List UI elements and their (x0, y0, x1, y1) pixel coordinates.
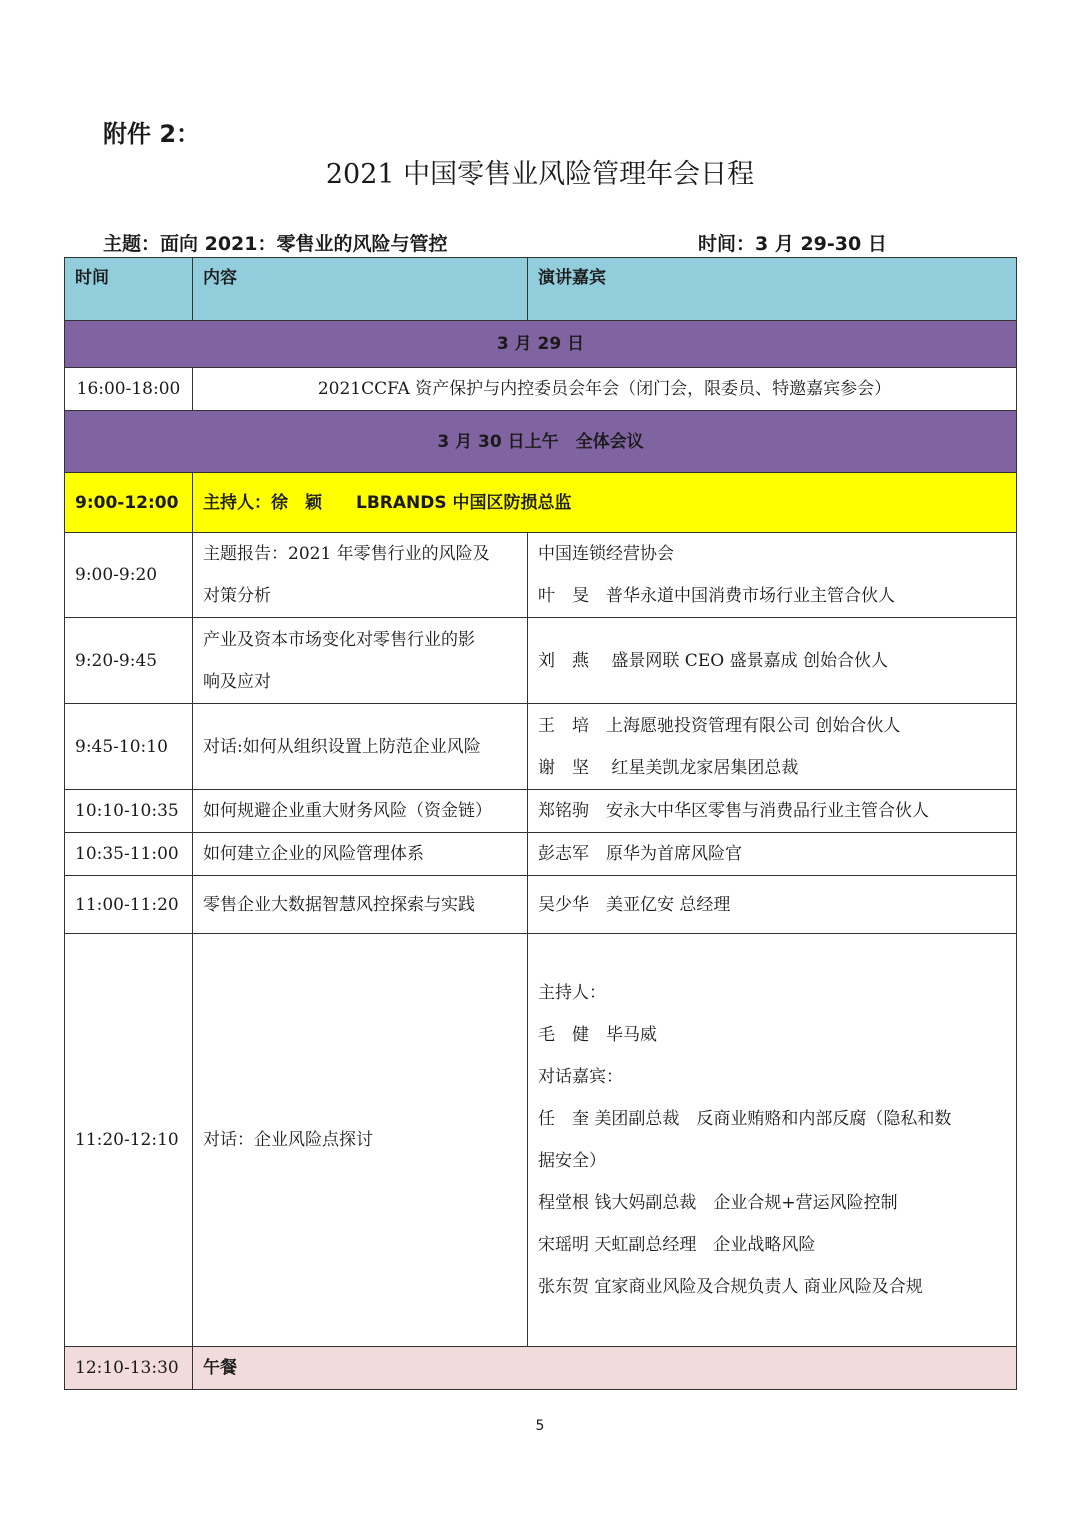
speaker-line: 毛 健 毕马威 (538, 1025, 657, 1045)
day2-label: 3 月 30 日上午 全体会议 (65, 411, 1017, 473)
row-speakers (528, 704, 1017, 790)
table-row (65, 833, 1017, 876)
attachment-label: 附件 2： (103, 120, 201, 148)
row-speakers (528, 533, 1017, 618)
row-time: 9:45-10:10 (65, 704, 193, 790)
row-time: 11:00-11:20 (65, 876, 193, 934)
content-line: 零售企业大数据智慧风控探索与实践 (203, 894, 475, 915)
day1-label: 3 月 29 日 (65, 321, 1017, 368)
row-time: 9:00-9:20 (65, 533, 193, 618)
table-row (65, 876, 1017, 934)
schedule-table (64, 257, 1017, 1390)
host-row (65, 473, 1017, 533)
speaker-line: 叶 旻 普华永道中国消费市场行业主管合伙人 (538, 586, 895, 606)
speaker-line: 彭志军 原华为首席风险官 (538, 844, 742, 864)
row-time: 16:00-18:00 (65, 368, 193, 411)
content-line: 主题报告：2021 年零售行业的风险及 (203, 544, 490, 564)
row-content (193, 704, 528, 790)
speaker-line: 据安全） (538, 1151, 606, 1171)
row-content: 主持人：徐 颖 LBRANDS 中国区防损总监 (193, 473, 1017, 533)
row-content: 2021CCFA 资产保护与内控委员会年会（闭门会，限委员、特邀嘉宾参会） (193, 368, 1017, 411)
header-speakers: 演讲嘉宾 (528, 258, 1017, 321)
speaker-line: 郑铭驹 安永大中华区零售与消费品行业主管合伙人 (538, 801, 929, 821)
speaker-line: 刘 燕 盛景网联 CEO 盛景嘉成 创始合伙人 (538, 650, 888, 671)
row-content: 午餐 (193, 1347, 1017, 1390)
table-row (65, 790, 1017, 833)
row-speakers (528, 876, 1017, 934)
day-row (65, 411, 1017, 473)
content-line: 对策分析 (203, 586, 271, 606)
speaker-line: 谢 坚 红星美凯龙家居集团总裁 (538, 757, 799, 778)
speaker-line: 对话嘉宾： (538, 1067, 623, 1087)
row-speakers (528, 618, 1017, 704)
page-title: 2021 中国零售业风险管理年会日程 (325, 159, 755, 190)
header-content: 内容 (193, 258, 528, 321)
table-header-row (65, 258, 1017, 321)
content-line: 产业及资本市场变化对零售行业的影 (203, 629, 475, 650)
speaker-line: 吴少华 美亚亿安 总经理 (538, 894, 731, 915)
speaker-line: 主持人： (538, 983, 606, 1003)
day-row (65, 321, 1017, 368)
row-content (193, 790, 528, 833)
page-number: 5 (535, 1418, 545, 1434)
header-time: 时间 (65, 258, 193, 321)
theme-text: 主题：面向 2021：零售业的风险与管控 (103, 233, 448, 255)
row-content (193, 876, 528, 934)
row-time: 10:10-10:35 (65, 790, 193, 833)
row-time: 9:00-12:00 (65, 473, 193, 533)
speaker-line: 张东贺 宜家商业风险及合规负责人 商业风险及合规 (538, 1277, 923, 1297)
content-line: 对话：企业风险点探讨 (203, 1130, 373, 1150)
content-line: 响及应对 (203, 671, 271, 692)
table-row (65, 704, 1017, 790)
row-time: 9:20-9:45 (65, 618, 193, 704)
table-row (65, 533, 1017, 618)
speaker-line: 程堂根 钱大妈副总裁 企业合规+营运风险控制 (538, 1193, 898, 1213)
content-line: 如何规避企业重大财务风险（资金链） (203, 801, 492, 821)
table-row (65, 368, 1017, 411)
row-time: 12:10-13:30 (65, 1347, 193, 1390)
content-line: 如何建立企业的风险管理体系 (203, 844, 424, 864)
row-content (193, 618, 528, 704)
row-time: 11:20-12:10 (65, 934, 193, 1347)
lunch-row (65, 1347, 1017, 1390)
row-speakers (528, 790, 1017, 833)
row-speakers (528, 833, 1017, 876)
row-content (193, 533, 528, 618)
content-line: 对话:如何从组织设置上防范企业风险 (203, 736, 481, 757)
row-content (193, 833, 528, 876)
speaker-line: 任 奎 美团副总裁 反商业贿赂和内部反腐（隐私和数 (538, 1109, 952, 1129)
speaker-line: 王 培 上海愿驰投资管理有限公司 创始合伙人 (538, 715, 901, 736)
table-row (65, 934, 1017, 1347)
speaker-line: 宋瑶明 天虹副总经理 企业战略风险 (538, 1235, 816, 1255)
speaker-line: 中国连锁经营协会 (538, 544, 674, 564)
row-time: 10:35-11:00 (65, 833, 193, 876)
table-row (65, 618, 1017, 704)
row-content (193, 934, 528, 1347)
row-speakers (528, 934, 1017, 1347)
date-text: 时间：3 月 29-30 日 (698, 233, 887, 255)
